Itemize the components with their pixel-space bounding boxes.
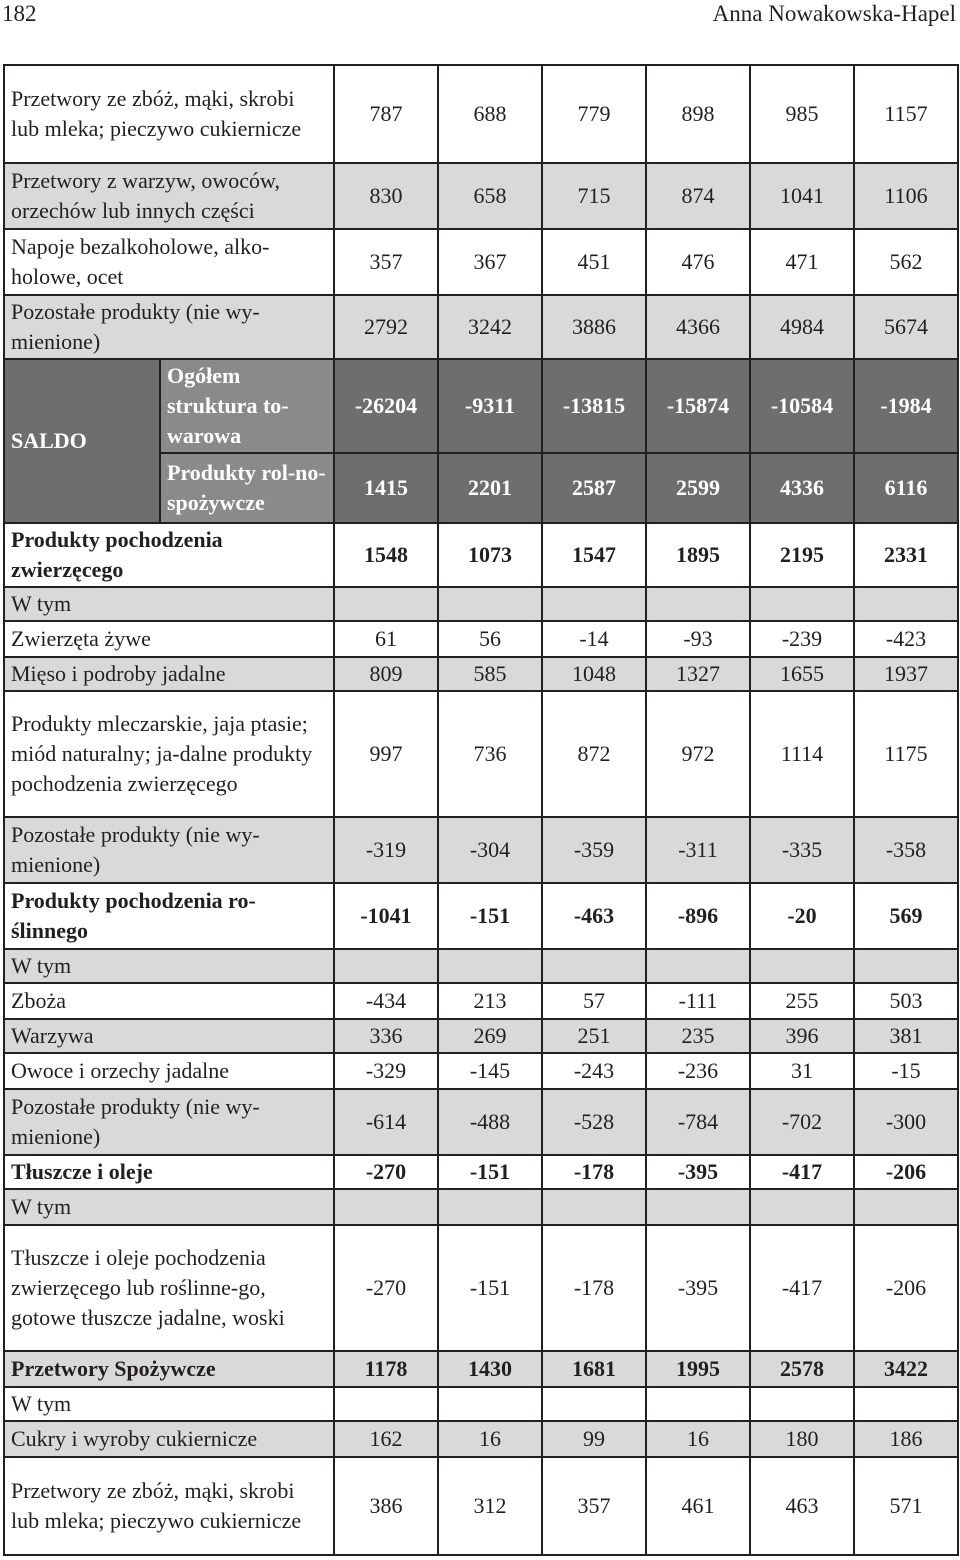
page-number: 182 xyxy=(2,1,37,26)
table-row xyxy=(4,295,958,359)
value-cell: 658 xyxy=(438,163,542,229)
value-cell: 1157 xyxy=(854,65,958,163)
value-cell: 367 xyxy=(438,229,542,295)
value-cell: -206 xyxy=(854,1225,958,1351)
row-label: Warzywa xyxy=(4,1019,334,1053)
row-label: Przetwory Spożywcze xyxy=(4,1351,334,1387)
value-cell: 357 xyxy=(542,1457,646,1555)
row-label: Przetwory z warzyw, owoców, orzechów lub innych części xyxy=(4,163,334,229)
value-cell xyxy=(542,587,646,621)
row-label: Przetwory ze zbóż, mąki, skrobi lub mleka; pieczywo cukiernicze xyxy=(4,1457,334,1555)
row-label: Produkty pochodzenia ro-ślinnego xyxy=(4,883,334,949)
value-cell: 571 xyxy=(854,1457,958,1555)
value-cell: 736 xyxy=(438,691,542,817)
value-cell: 57 xyxy=(542,983,646,1019)
value-cell: 1114 xyxy=(750,691,854,817)
value-cell: -239 xyxy=(750,621,854,657)
value-cell: 186 xyxy=(854,1421,958,1457)
value-cell xyxy=(646,1387,750,1421)
value-cell: 585 xyxy=(438,657,542,691)
value-cell: -15874 xyxy=(646,359,750,453)
value-cell: -702 xyxy=(750,1089,854,1155)
value-cell: -14 xyxy=(542,621,646,657)
value-cell: -9311 xyxy=(438,359,542,453)
value-cell: 255 xyxy=(750,983,854,1019)
value-cell: 213 xyxy=(438,983,542,1019)
table-row xyxy=(4,657,958,691)
row-label: W tym xyxy=(4,1189,334,1225)
value-cell: -528 xyxy=(542,1089,646,1155)
value-cell: 779 xyxy=(542,65,646,163)
row-label: Owoce i orzechy jadalne xyxy=(4,1053,334,1089)
value-cell xyxy=(438,587,542,621)
value-cell: -463 xyxy=(542,883,646,949)
value-cell: -111 xyxy=(646,983,750,1019)
value-cell: 1327 xyxy=(646,657,750,691)
value-cell: -319 xyxy=(334,817,438,883)
table-row xyxy=(4,1351,958,1387)
table-row xyxy=(4,949,958,983)
value-cell: -151 xyxy=(438,1225,542,1351)
value-cell: 1895 xyxy=(646,523,750,587)
value-cell: 872 xyxy=(542,691,646,817)
table-row xyxy=(4,1457,958,1555)
value-cell xyxy=(542,949,646,983)
value-cell: 386 xyxy=(334,1457,438,1555)
value-cell: 2792 xyxy=(334,295,438,359)
value-cell: 1175 xyxy=(854,691,958,817)
table-row xyxy=(4,1387,958,1421)
value-cell xyxy=(438,1189,542,1225)
value-cell: 874 xyxy=(646,163,750,229)
value-cell: 312 xyxy=(438,1457,542,1555)
table-row xyxy=(4,1155,958,1189)
value-cell: -1041 xyxy=(334,883,438,949)
value-cell: 56 xyxy=(438,621,542,657)
value-cell: 235 xyxy=(646,1019,750,1053)
row-label: W tym xyxy=(4,949,334,983)
value-cell: -10584 xyxy=(750,359,854,453)
value-cell: -145 xyxy=(438,1053,542,1089)
value-cell: 357 xyxy=(334,229,438,295)
table-row xyxy=(4,523,958,587)
row-label: W tym xyxy=(4,587,334,621)
value-cell: 451 xyxy=(542,229,646,295)
value-cell xyxy=(438,1387,542,1421)
value-cell: -329 xyxy=(334,1053,438,1089)
value-cell: -243 xyxy=(542,1053,646,1089)
value-cell: 809 xyxy=(334,657,438,691)
value-cell: -304 xyxy=(438,817,542,883)
value-cell xyxy=(542,1387,646,1421)
row-label: Pozostałe produkty (nie wy-mienione) xyxy=(4,1089,334,1155)
value-cell: 2201 xyxy=(438,453,542,523)
value-cell: -358 xyxy=(854,817,958,883)
table-row xyxy=(4,621,958,657)
value-cell: 6116 xyxy=(854,453,958,523)
value-cell: 503 xyxy=(854,983,958,1019)
value-cell: -1984 xyxy=(854,359,958,453)
row-label: Napoje bezalkoholowe, alko-holowe, ocet xyxy=(4,229,334,295)
value-cell: 381 xyxy=(854,1019,958,1053)
table-row xyxy=(4,1225,958,1351)
row-label: Zwierzęta żywe xyxy=(4,621,334,657)
value-cell: 3886 xyxy=(542,295,646,359)
value-cell: -13815 xyxy=(542,359,646,453)
value-cell: 269 xyxy=(438,1019,542,1053)
row-label: Cukry i wyroby cukiernicze xyxy=(4,1421,334,1457)
value-cell: 1655 xyxy=(750,657,854,691)
row-label: Tłuszcze i oleje pochodzenia zwierzęcego lub roślinne-go, gotowe tłuszcze jadalne, woski xyxy=(4,1225,334,1351)
value-cell: 2599 xyxy=(646,453,750,523)
row-label: Tłuszcze i oleje xyxy=(4,1155,334,1189)
row-label: Produkty pochodzenia zwierzęcego xyxy=(4,523,334,587)
value-cell: -15 xyxy=(854,1053,958,1089)
table-row xyxy=(4,817,958,883)
value-cell: 2578 xyxy=(750,1351,854,1387)
table-row xyxy=(4,65,958,163)
value-cell: 1937 xyxy=(854,657,958,691)
value-cell xyxy=(854,1387,958,1421)
value-cell: 985 xyxy=(750,65,854,163)
row-label: Pozostałe produkty (nie wy-mienione) xyxy=(4,817,334,883)
value-cell: 162 xyxy=(334,1421,438,1457)
row-label: Pozostałe produkty (nie wy-mienione) xyxy=(4,295,334,359)
value-cell: -20 xyxy=(750,883,854,949)
value-cell: -93 xyxy=(646,621,750,657)
value-cell: -26204 xyxy=(334,359,438,453)
value-cell: 898 xyxy=(646,65,750,163)
value-cell: 2587 xyxy=(542,453,646,523)
value-cell: 471 xyxy=(750,229,854,295)
value-cell: -206 xyxy=(854,1155,958,1189)
value-cell: 4336 xyxy=(750,453,854,523)
value-cell xyxy=(438,949,542,983)
table-row xyxy=(4,163,958,229)
value-cell: 476 xyxy=(646,229,750,295)
value-cell: -151 xyxy=(438,883,542,949)
value-cell: -614 xyxy=(334,1089,438,1155)
value-cell: 3242 xyxy=(438,295,542,359)
value-cell: 2195 xyxy=(750,523,854,587)
value-cell: -236 xyxy=(646,1053,750,1089)
table-row xyxy=(4,883,958,949)
value-cell: -395 xyxy=(646,1155,750,1189)
value-cell: 1547 xyxy=(542,523,646,587)
value-cell xyxy=(334,1387,438,1421)
value-cell: 562 xyxy=(854,229,958,295)
value-cell: 1548 xyxy=(334,523,438,587)
value-cell xyxy=(646,587,750,621)
value-cell: -151 xyxy=(438,1155,542,1189)
table-row xyxy=(4,983,958,1019)
row-label: W tym xyxy=(4,1387,334,1421)
value-cell: 1073 xyxy=(438,523,542,587)
row-label: Przetwory ze zbóż, mąki, skrobi lub mleka; pieczywo cukiernicze xyxy=(4,65,334,163)
value-cell: -311 xyxy=(646,817,750,883)
value-cell: 2331 xyxy=(854,523,958,587)
value-cell: 396 xyxy=(750,1019,854,1053)
value-cell: -784 xyxy=(646,1089,750,1155)
value-cell xyxy=(646,949,750,983)
value-cell: 3422 xyxy=(854,1351,958,1387)
value-cell: -335 xyxy=(750,817,854,883)
value-cell: 31 xyxy=(750,1053,854,1089)
value-cell: 180 xyxy=(750,1421,854,1457)
value-cell xyxy=(542,1189,646,1225)
value-cell: 251 xyxy=(542,1019,646,1053)
value-cell: -178 xyxy=(542,1225,646,1351)
value-cell: 4984 xyxy=(750,295,854,359)
table-row xyxy=(4,1089,958,1155)
value-cell: 16 xyxy=(646,1421,750,1457)
value-cell: -488 xyxy=(438,1089,542,1155)
value-cell: 972 xyxy=(646,691,750,817)
value-cell: 569 xyxy=(854,883,958,949)
table-row xyxy=(4,1019,958,1053)
value-cell xyxy=(750,587,854,621)
value-cell: 830 xyxy=(334,163,438,229)
value-cell: 463 xyxy=(750,1457,854,1555)
value-cell: 1995 xyxy=(646,1351,750,1387)
value-cell: 1106 xyxy=(854,163,958,229)
saldo-sub-label: Ogółem struktura to-warowa xyxy=(160,359,334,453)
value-cell xyxy=(854,1189,958,1225)
value-cell: 16 xyxy=(438,1421,542,1457)
value-cell xyxy=(750,1189,854,1225)
saldo-row xyxy=(4,359,958,453)
row-label: Produkty mleczarskie, jaja ptasie; miód naturalny; ja-dalne produkty pochodzenia zwierzęcego xyxy=(4,691,334,817)
value-cell: -896 xyxy=(646,883,750,949)
value-cell: -434 xyxy=(334,983,438,1019)
value-cell: 997 xyxy=(334,691,438,817)
saldo-label: SALDO xyxy=(4,359,160,523)
table-row xyxy=(4,1421,958,1457)
value-cell: 1041 xyxy=(750,163,854,229)
table-row xyxy=(4,587,958,621)
value-cell: 715 xyxy=(542,163,646,229)
value-cell: 461 xyxy=(646,1457,750,1555)
table-row xyxy=(4,1189,958,1225)
value-cell xyxy=(854,949,958,983)
value-cell: 1430 xyxy=(438,1351,542,1387)
value-cell: -423 xyxy=(854,621,958,657)
value-cell xyxy=(854,587,958,621)
value-cell: 4366 xyxy=(646,295,750,359)
row-label: Zboża xyxy=(4,983,334,1019)
value-cell: 1681 xyxy=(542,1351,646,1387)
value-cell xyxy=(646,1189,750,1225)
row-label: Mięso i podroby jadalne xyxy=(4,657,334,691)
value-cell: -417 xyxy=(750,1225,854,1351)
page-header xyxy=(0,0,960,40)
value-cell xyxy=(334,949,438,983)
trade-balance-table xyxy=(3,64,959,1556)
value-cell: -300 xyxy=(854,1089,958,1155)
running-head: Anna Nowakowska-Hapel xyxy=(712,1,956,26)
value-cell: 61 xyxy=(334,621,438,657)
table-row xyxy=(4,229,958,295)
value-cell: -270 xyxy=(334,1225,438,1351)
value-cell: 1048 xyxy=(542,657,646,691)
table-row xyxy=(4,1053,958,1089)
value-cell: -359 xyxy=(542,817,646,883)
value-cell: 688 xyxy=(438,65,542,163)
value-cell: -270 xyxy=(334,1155,438,1189)
value-cell: 5674 xyxy=(854,295,958,359)
value-cell xyxy=(334,587,438,621)
value-cell: 99 xyxy=(542,1421,646,1457)
value-cell: -178 xyxy=(542,1155,646,1189)
table-row xyxy=(4,691,958,817)
value-cell xyxy=(334,1189,438,1225)
value-cell: -395 xyxy=(646,1225,750,1351)
saldo-sub-label: Produkty rol-no-spożywcze xyxy=(160,453,334,523)
value-cell: 1178 xyxy=(334,1351,438,1387)
value-cell: -417 xyxy=(750,1155,854,1189)
value-cell: 336 xyxy=(334,1019,438,1053)
value-cell xyxy=(750,949,854,983)
value-cell: 1415 xyxy=(334,453,438,523)
value-cell: 787 xyxy=(334,65,438,163)
value-cell xyxy=(750,1387,854,1421)
